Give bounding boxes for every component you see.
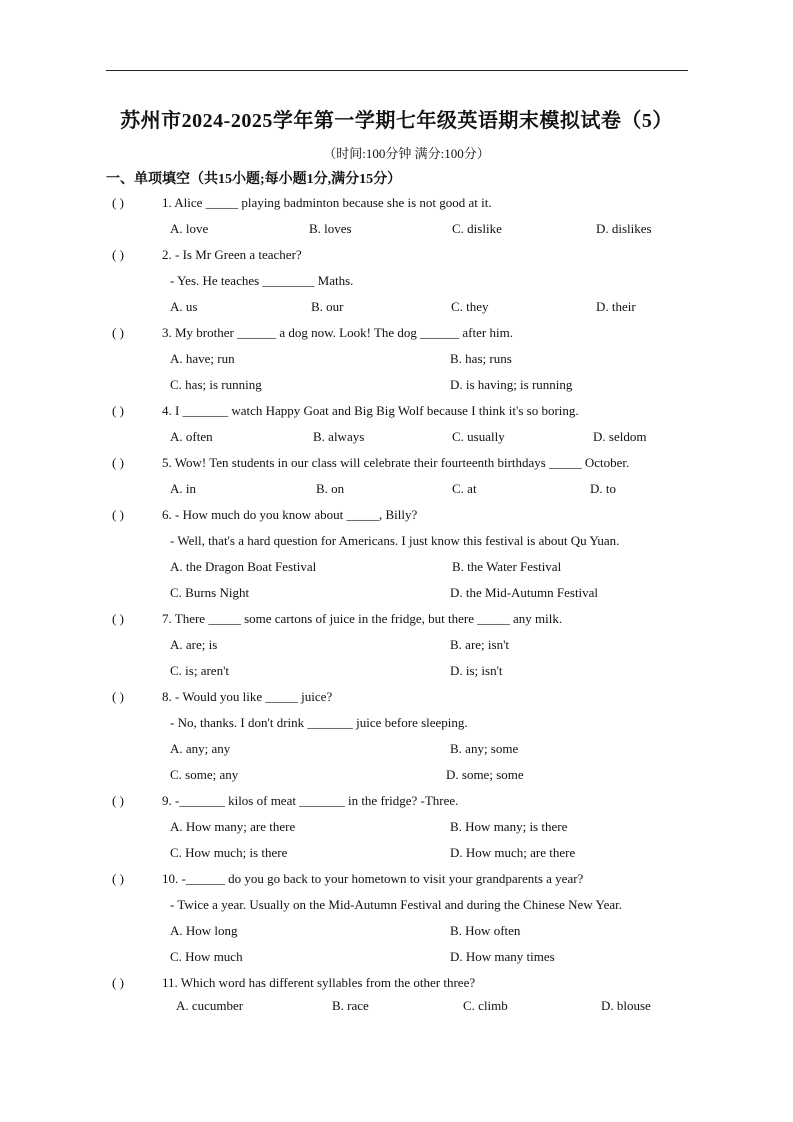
option: D. the Mid-Autumn Festival (450, 585, 599, 600)
option: B. loves (309, 221, 352, 236)
option: B. our (311, 299, 344, 314)
option: D. blouse (601, 998, 651, 1013)
option: C. How much; is there (170, 845, 288, 860)
option: D. seldom (593, 429, 647, 444)
option: D. their (596, 299, 636, 314)
question-stem: 1. Alice _____ playing badminton because she is not good at it. (162, 195, 492, 210)
option: B. on (316, 481, 345, 496)
question-stem: 5. Wow! Ten students in our class will celebrate their fourteenth birthdays _____ October. (162, 455, 630, 470)
option: A. the Dragon Boat Festival (170, 559, 317, 574)
option: C. has; is running (170, 377, 262, 392)
question-stem: 3. My brother ______ a dog now. Look! The dog ______ after him. (162, 325, 513, 340)
option: C. usually (452, 429, 505, 444)
option: D. some; some (446, 767, 524, 782)
answer-blank: ( ) (112, 455, 124, 470)
option: D. dislikes (596, 221, 652, 236)
option: B. How often (450, 923, 521, 938)
option: D. is; isn't (450, 663, 503, 678)
question-stem: 8. - Would you like _____ juice? (162, 689, 333, 704)
option: C. climb (463, 998, 508, 1013)
option: A. often (170, 429, 213, 444)
answer-blank: ( ) (112, 871, 124, 886)
option: B. the Water Festival (452, 559, 562, 574)
answer-blank: ( ) (112, 195, 124, 210)
question-dialog: - Twice a year. Usually on the Mid-Autumn Festival and during the Chinese New Year. (170, 897, 622, 912)
question-stem: 7. There _____ some cartons of juice in the fridge, but there _____ any milk. (162, 611, 563, 626)
answer-blank: ( ) (112, 325, 124, 340)
option: B. any; some (450, 741, 519, 756)
option: B. How many; is there (450, 819, 568, 834)
option: A. us (170, 299, 198, 314)
option: A. How long (170, 923, 238, 938)
question-stem: 6. - How much do you know about _____, Billy? (162, 507, 418, 522)
option: A. have; run (170, 351, 235, 366)
page-title: 苏州市2024-2025学年第一学期七年级英语期末模拟试卷（5） (120, 110, 673, 132)
question-dialog: - Well, that's a hard question for Americans. I just know this festival is about Qu Yuan. (170, 533, 620, 548)
option: C. dislike (452, 221, 502, 236)
option: A. love (170, 221, 209, 236)
option: C. at (452, 481, 477, 496)
answer-blank: ( ) (112, 507, 124, 522)
option: B. race (332, 998, 369, 1013)
answer-blank: ( ) (112, 793, 124, 808)
answer-blank: ( ) (112, 247, 124, 262)
option: B. has; runs (450, 351, 512, 366)
option: A. cucumber (176, 998, 244, 1013)
question-stem: 2. - Is Mr Green a teacher? (162, 247, 302, 262)
answer-blank: ( ) (112, 611, 124, 626)
option: C. is; aren't (170, 663, 230, 678)
option: C. they (451, 299, 489, 314)
option: A. any; any (170, 741, 231, 756)
option: B. always (313, 429, 365, 444)
option: D. is having; is running (450, 377, 573, 392)
question-stem: 11. Which word has different syllables from the other three? (162, 975, 476, 990)
answer-blank: ( ) (112, 975, 124, 990)
option: C. some; any (170, 767, 239, 782)
option: D. How much; are there (450, 845, 576, 860)
header-rule (106, 70, 688, 71)
option: C. Burns Night (170, 585, 250, 600)
option: A. are; is (170, 637, 218, 652)
option: A. How many; are there (170, 819, 296, 834)
section-heading: 一、单项填空（共15小题;每小题1分,满分15分） (106, 172, 402, 187)
option: D. to (590, 481, 616, 496)
question-dialog: - No, thanks. I don't drink _______ juice before sleeping. (170, 715, 468, 730)
question-stem: 4. I _______ watch Happy Goat and Big Big Wolf because I think it's so boring. (162, 403, 579, 418)
answer-blank: ( ) (112, 403, 124, 418)
option: D. How many times (450, 949, 555, 964)
question-stem: 10. -______ do you go back to your hometown to visit your grandparents a year? (162, 871, 584, 886)
option: A. in (170, 481, 196, 496)
exam-info: （时间:100分钟 满分:100分） (323, 146, 490, 161)
option: B. are; isn't (450, 637, 510, 652)
option: C. How much (170, 949, 243, 964)
question-stem: 9. -_______ kilos of meat _______ in the fridge? -Three. (162, 793, 459, 808)
answer-blank: ( ) (112, 689, 124, 704)
question-dialog: - Yes. He teaches ________ Maths. (170, 273, 354, 288)
